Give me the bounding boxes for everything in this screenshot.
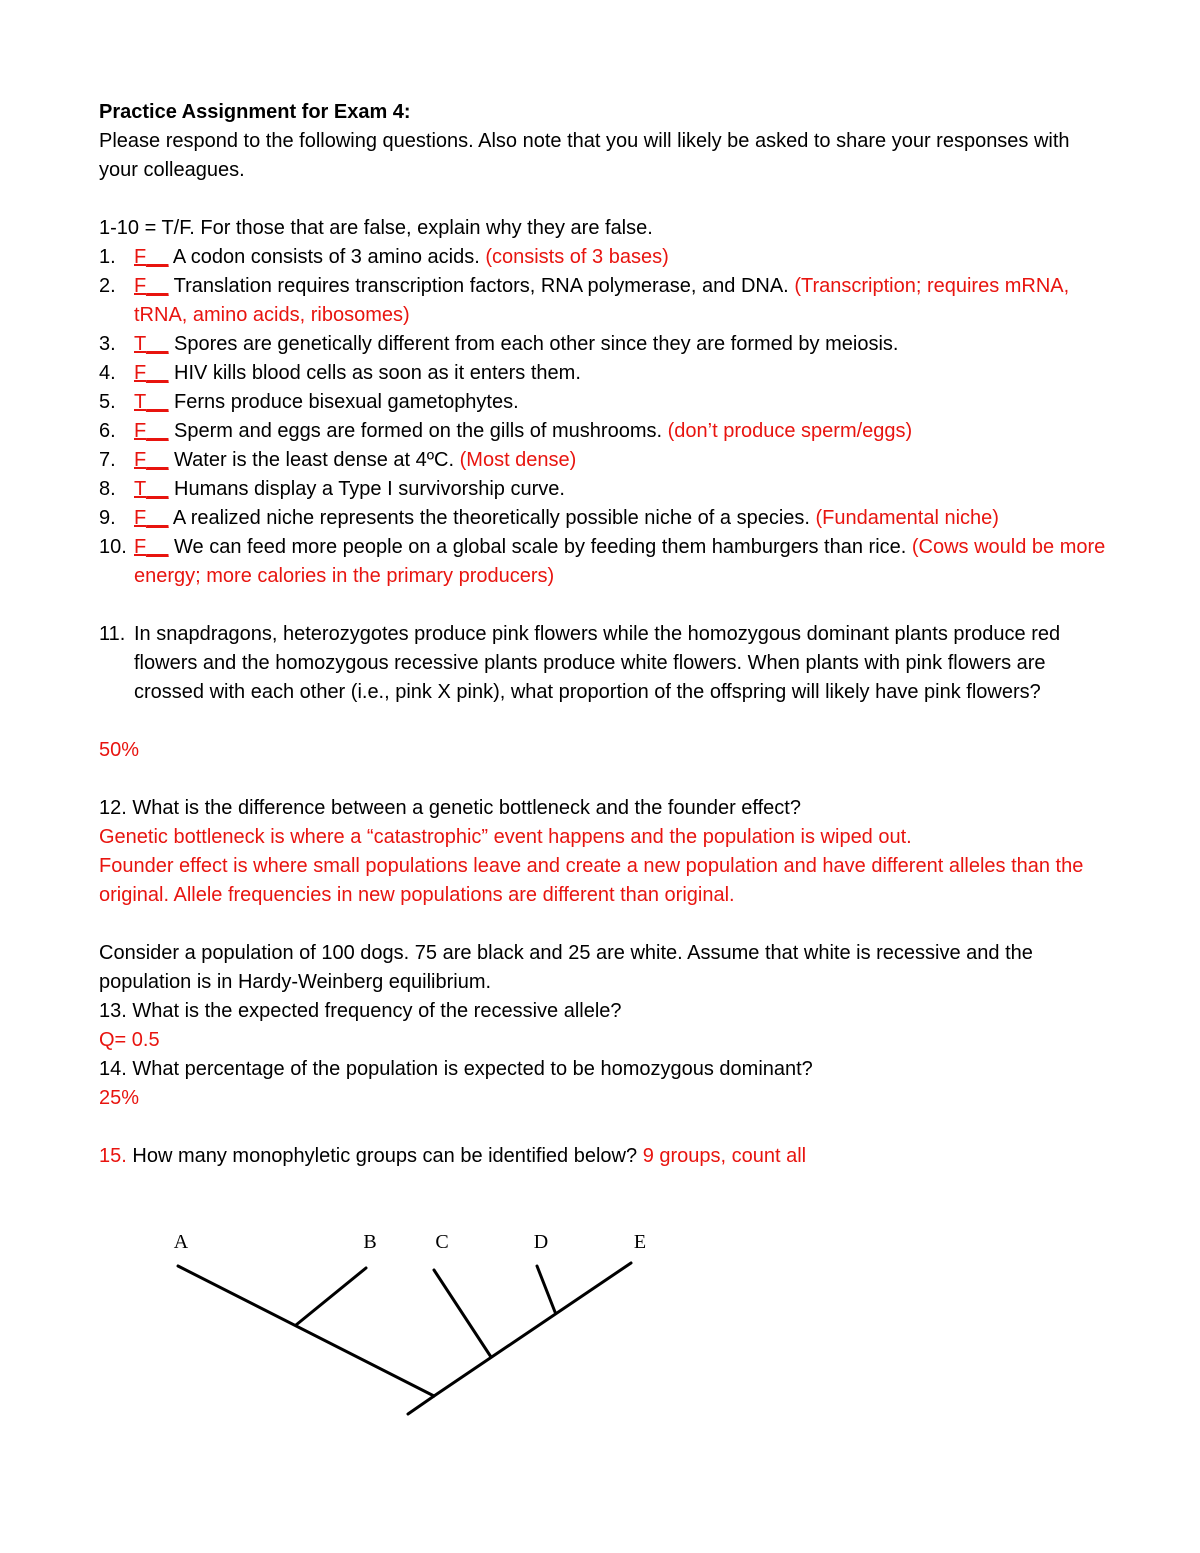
tree-trunk	[408, 1396, 434, 1414]
tf-answer-blank: __	[146, 246, 169, 268]
branch-to-E	[434, 1263, 631, 1396]
tf-item	[99, 417, 1109, 446]
tf-statement: Humans display a Type I survivorship curve.	[174, 478, 565, 500]
tf-answer-blank: __	[146, 478, 169, 500]
answer-13: Q= 0.5	[99, 1029, 160, 1051]
tf-answer-blank: __	[146, 275, 169, 297]
tf-answer: T	[134, 333, 147, 355]
tf-correction: (Cows would be more energy; more calories in the primary producers)	[134, 536, 1106, 587]
tf-item-number: 2.	[99, 275, 116, 297]
tf-statement: HIV kills blood cells as soon as it enters them.	[174, 362, 581, 384]
answer-15: 9 groups, count all	[642, 1145, 807, 1167]
tf-correction: (Most dense)	[459, 449, 577, 471]
tf-answer: F	[134, 420, 147, 442]
tf-item-number: 6.	[99, 420, 116, 442]
tf-correction: (consists of 3 bases)	[485, 246, 669, 268]
tf-item	[99, 272, 1109, 330]
tf-item	[99, 446, 1109, 475]
branch-to-B	[296, 1268, 366, 1325]
tf-correction: (Transcription; requires mRNA, tRNA, amino acids, ribosomes)	[134, 275, 1070, 326]
tf-answer-blank: __	[146, 362, 169, 384]
tf-item-number: 8.	[99, 478, 116, 500]
tree-label-c: C	[435, 1231, 449, 1253]
tf-correction: (don’t produce sperm/eggs)	[667, 420, 913, 442]
question-11	[99, 620, 1109, 707]
answer-12-founder: Founder effect is where small populations leave and create a new population and have different alleles than the original. Allele frequencies in new populations are different than original.	[99, 855, 1084, 906]
tf-statement: Water is the least dense at 4ºC.	[174, 449, 455, 471]
tf-statement: A codon consists of 3 amino acids.	[172, 246, 480, 268]
answer-12-bottleneck: Genetic bottleneck is where a “catastrophic” event happens and the population is wiped out.	[99, 826, 912, 848]
tf-answer-blank: __	[146, 420, 169, 442]
tree-label-d: D	[533, 1231, 549, 1253]
tf-item	[99, 359, 1109, 388]
tf-answer-blank: __	[146, 333, 169, 355]
question-number: 11.	[99, 623, 126, 645]
tf-answer: F	[134, 275, 147, 297]
tf-item-number: 3.	[99, 333, 116, 355]
intro-text: Please respond to the following questions. Also note that you will likely be asked to share your responses with your colleagues.	[99, 130, 1070, 181]
answer-11: 50%	[99, 739, 140, 761]
tf-item	[99, 475, 1109, 504]
tf-item	[99, 504, 1109, 533]
tf-answer-blank: __	[146, 449, 169, 471]
question-12: 12. What is the difference between a genetic bottleneck and the founder effect?	[99, 797, 801, 819]
question-text: How many monophyletic groups can be identified below?	[132, 1145, 638, 1167]
tf-answer: F	[134, 507, 147, 529]
question-number: 15.	[99, 1145, 127, 1167]
tf-item-number: 4.	[99, 362, 116, 384]
tf-item-number: 10.	[99, 536, 127, 558]
tf-statement: Spores are genetically different from each other since they are formed by meiosis.	[174, 333, 899, 355]
tree-label-a: A	[173, 1231, 189, 1253]
question-13: 13. What is the expected frequency of the recessive allele?	[99, 1000, 622, 1022]
tf-statement: Ferns produce bisexual gametophytes.	[174, 391, 519, 413]
question-14: 14. What percentage of the population is expected to be homozygous dominant?	[99, 1058, 813, 1080]
tf-statement: We can feed more people on a global scale by feeding them hamburgers than rice.	[174, 536, 907, 558]
tree-label-e: E	[633, 1231, 647, 1253]
tf-item-number: 7.	[99, 449, 116, 471]
branch-to-D	[537, 1266, 555, 1312]
tf-answer-blank: __	[146, 536, 169, 558]
tf-list	[99, 243, 1109, 591]
tf-answer: F	[134, 362, 147, 384]
tf-item-number: 5.	[99, 391, 116, 413]
question-text: In snapdragons, heterozygotes produce pink flowers while the homozygous dominant plants produce red flowers and the homozygous recessive plants produce white flowers. When plants with pink flowers are crossed with each other (i.e., pink X pink), what proportion of the offspring will likely have pink flowers?	[134, 623, 1061, 703]
tf-statement: A realized niche represents the theoretically possible niche of a species.	[172, 507, 810, 529]
tf-item	[99, 388, 1109, 417]
tf-header: 1-10 = T/F. For those that are false, explain why they are false.	[99, 217, 653, 239]
branch-to-A	[178, 1266, 434, 1396]
hardy-weinberg-intro: Consider a population of 100 dogs. 75 are black and 25 are white. Assume that white is recessive and the population is in Hardy-Weinberg equilibrium.	[99, 942, 1033, 993]
answer-14: 25%	[99, 1087, 140, 1109]
tf-item-number: 1.	[99, 246, 116, 268]
tf-answer: F	[134, 536, 147, 558]
tf-item	[99, 533, 1109, 591]
question-15	[99, 1142, 1109, 1171]
tf-answer: F	[134, 449, 147, 471]
tf-correction: (Fundamental niche)	[815, 507, 999, 529]
tf-answer: T	[134, 391, 147, 413]
tf-answer: T	[134, 478, 147, 500]
tf-statement: Sperm and eggs are formed on the gills of mushrooms.	[174, 420, 663, 442]
tf-item	[99, 330, 1109, 359]
tf-statement: Translation requires transcription factors, RNA polymerase, and DNA.	[173, 275, 789, 297]
tf-answer-blank: __	[146, 507, 169, 529]
tf-answer: F	[134, 246, 147, 268]
document-title: Practice Assignment for Exam 4:	[99, 101, 411, 123]
tf-item-number: 9.	[99, 507, 116, 529]
document-page	[99, 98, 1109, 1171]
tf-item	[99, 243, 1109, 272]
tf-answer-blank: __	[146, 391, 169, 413]
tree-label-b: B	[363, 1231, 377, 1253]
branch-to-C	[434, 1270, 491, 1357]
